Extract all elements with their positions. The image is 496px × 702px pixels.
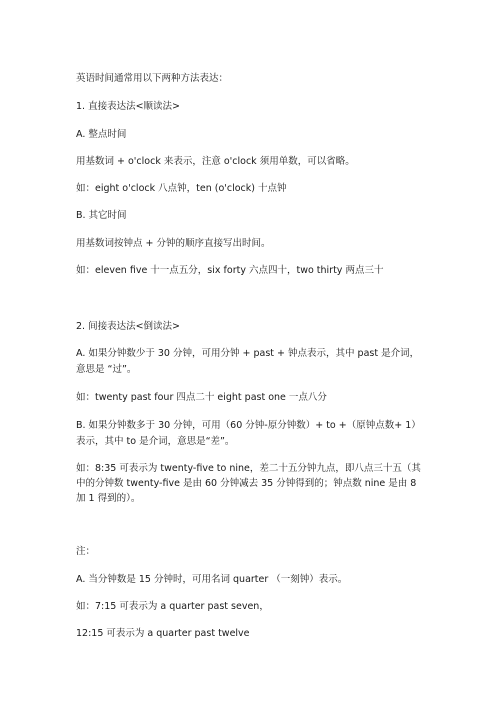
section1-b-title: B. 其它时间 xyxy=(76,210,127,221)
section2-b-example-line2: 中的分钟数 twenty-five 是由 60 分钟减去 35 分钟得到的；钟点数 nine 是由 8 xyxy=(76,478,417,489)
section2-b-example-line1: 如：8:35 可表示为 twenty-five to nine，差二十五分钟九点，即八点三十五（其 xyxy=(76,463,421,474)
section2-a-example: 如：twenty past four 四点二十 eight past one 一点八分 xyxy=(76,392,327,403)
section1-b-example: 如：eleven five 十一点五分，six forty 六点四十，two thirty 两点三十 xyxy=(76,265,384,276)
section2-b-rule-line1: B. 如果分钟数多于 30 分钟，可用（60 分钟-原分钟数）+ to +（原钟点数+ 1） xyxy=(76,420,421,431)
notes-label: 注： xyxy=(76,546,96,557)
section1-a-example: 如：eight o'clock 八点钟，ten (o'clock) 十点钟 xyxy=(76,183,287,194)
notes-example-2: 12:15 可表示为 a quarter past twelve xyxy=(76,628,250,639)
section1-heading: 1. 直接表达法<顺读法> xyxy=(76,101,181,112)
notes-a-rule: A. 当分钟数是 15 分钟时，可用名词 quarter （一刻钟）表示。 xyxy=(76,574,348,585)
intro-text: 英语时间通常用以下两种方法表达： xyxy=(76,73,229,84)
section2-a-rule-line2: 意思是 “过”。 xyxy=(76,364,137,375)
section2-a-rule-line1: A. 如果分钟数少于 30 分钟，可用分钟 + past + 钟点表示，其中 past 是介词， xyxy=(76,348,420,359)
section1-a-title: A. 整点时间 xyxy=(76,129,127,140)
notes-example-1: 如：7:15 可表示为 a quarter past seven， xyxy=(76,601,269,612)
section2-b-example-line3: 加 1 得到的）。 xyxy=(76,493,141,504)
section2-b-rule-line2: 表示，其中 to 是介词，意思是“差”。 xyxy=(76,436,235,447)
section1-b-rule: 用基数词按钟点 + 分钟的顺序直接写出时间。 xyxy=(76,238,271,249)
section1-a-rule: 用基数词 + o'clock 来表示，注意 o'clock 须用单数，可以省略。 xyxy=(76,156,355,167)
section2-heading: 2. 间接表达法<倒读法> xyxy=(76,321,181,332)
